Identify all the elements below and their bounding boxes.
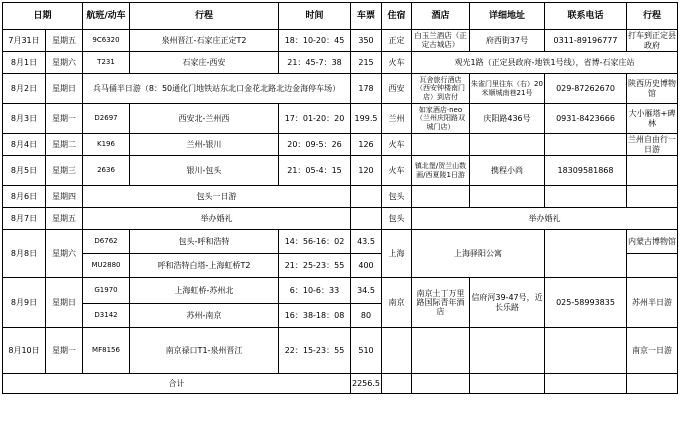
- cell-stay: 包头: [382, 186, 412, 208]
- cell-stay: 兰州: [382, 104, 412, 134]
- cell-fare: 215: [351, 52, 382, 74]
- cell-empty: [545, 328, 627, 374]
- cell-empty: [412, 186, 470, 208]
- cell-fare: 510: [351, 328, 382, 374]
- cell-stay: 西安: [382, 74, 412, 104]
- cell-weekday: 星期日: [46, 74, 83, 104]
- cell-stay: 火车: [382, 52, 412, 74]
- cell-time: 14：56-16：02: [279, 230, 351, 254]
- cell-train: D6762: [83, 230, 130, 254]
- cell-hotel: 如家酒店·neo（兰州庆阳路双城门店）: [412, 104, 470, 134]
- cell-route: 南京禄口T1-泉州晋江: [130, 328, 279, 374]
- cell-time: 18：10-20：45: [279, 30, 351, 52]
- cell-time: 21：25-23：55: [279, 254, 351, 278]
- cell-fare: 120: [351, 156, 382, 186]
- total-value: 2256.5: [351, 374, 382, 394]
- cell-address: 信府河39-47号，近长乐路: [470, 278, 545, 328]
- cell-date: 8月5日: [2, 156, 46, 186]
- cell-time: 21：05-4：15: [279, 156, 351, 186]
- cell-empty: [470, 328, 545, 374]
- cell-empty: [470, 134, 545, 156]
- cell-address: 朱雀门里往东（右）20米顺城南巷21号: [470, 74, 545, 104]
- header-time: 时间: [279, 2, 351, 30]
- cell-weekday: 星期日: [46, 278, 83, 328]
- cell-note: 举办婚礼: [412, 208, 678, 230]
- cell-date: 7月31日: [2, 30, 46, 52]
- cell-time: 17：01-20：20: [279, 104, 351, 134]
- cell-empty: [351, 186, 382, 208]
- cell-date: 8月3日: [2, 104, 46, 134]
- cell-train: MF8156: [83, 328, 130, 374]
- cell-time: 6：10-6：33: [279, 278, 351, 304]
- cell-weekday: 星期六: [46, 52, 83, 74]
- cell-fare: 126: [351, 134, 382, 156]
- header-hotel: 酒店: [412, 2, 470, 30]
- cell-plan: 陕西历史博物馆: [627, 74, 678, 104]
- cell-route: 举办婚礼: [83, 208, 351, 230]
- cell-phone: 0931-8423666: [545, 104, 627, 134]
- cell-fare: 34.5: [351, 278, 382, 304]
- cell-fare: 400: [351, 254, 382, 278]
- cell-plan: 南京一日游: [627, 328, 678, 374]
- cell-address: 携程小尚: [470, 156, 545, 186]
- cell-route: 兰州-银川: [130, 134, 279, 156]
- cell-train: K196: [83, 134, 130, 156]
- cell-train: T231: [83, 52, 130, 74]
- cell-address: 府西街37号: [470, 30, 545, 52]
- cell-time: 16：38-18：08: [279, 304, 351, 328]
- cell-route: 包头-呼和浩特: [130, 230, 279, 254]
- cell-fare: 43.5: [351, 230, 382, 254]
- itinerary-table: [2, 2, 678, 427]
- cell-train: MU2880: [83, 254, 130, 278]
- cell-hotel: 瓦舍旅行酒店（西安钟楼南门店）到店付: [412, 74, 470, 104]
- cell-date: 8月6日: [2, 186, 46, 208]
- cell-fare: 199.5: [351, 104, 382, 134]
- cell-empty: [545, 374, 627, 394]
- cell-note: 观光1路（正定县政府-地铁1号线），省博-石家庄站: [412, 52, 678, 74]
- cell-empty: [382, 328, 412, 374]
- cell-weekday: 星期五: [46, 30, 83, 52]
- cell-time: 20：09-5：26: [279, 134, 351, 156]
- cell-route: 石家庄-西安: [130, 52, 279, 74]
- cell-train: G1970: [83, 278, 130, 304]
- header-plan: 行程: [627, 2, 678, 30]
- cell-train: D2697: [83, 104, 130, 134]
- cell-time: 21：45-7：38: [279, 52, 351, 74]
- cell-weekday: 星期二: [46, 134, 83, 156]
- cell-empty: [627, 186, 678, 208]
- header-fare: 车票: [351, 2, 382, 30]
- cell-plan: 苏州半日游: [627, 278, 678, 328]
- cell-empty: [627, 254, 678, 278]
- header-route: 行程: [130, 2, 279, 30]
- cell-hotel: 南京土丁万里路国际青年酒店: [412, 278, 470, 328]
- header-date: 日期: [2, 2, 83, 30]
- header-train: 航班/动车: [83, 2, 130, 30]
- cell-empty: [627, 374, 678, 394]
- header-stay: 住宿: [382, 2, 412, 30]
- cell-route: 呼和浩特白塔-上海虹桥T2: [130, 254, 279, 278]
- cell-address: 庆阳路436号: [470, 104, 545, 134]
- cell-stay: 包头: [382, 208, 412, 230]
- cell-route: 泉州晋江-石家庄正定T2: [130, 30, 279, 52]
- cell-plan: 内蒙古博物馆: [627, 230, 678, 254]
- cell-empty: [545, 230, 627, 278]
- cell-date: 8月1日: [2, 52, 46, 74]
- cell-route: 苏州-南京: [130, 304, 279, 328]
- cell-train: 9C6320: [83, 30, 130, 52]
- cell-empty: [412, 328, 470, 374]
- cell-empty: [545, 134, 627, 156]
- cell-route: 西安北-兰州西: [130, 104, 279, 134]
- cell-empty: [470, 374, 545, 394]
- cell-route: 包头一日游: [83, 186, 351, 208]
- cell-empty: [545, 186, 627, 208]
- cell-empty: [627, 156, 678, 186]
- cell-date: 8月2日: [2, 74, 46, 104]
- cell-date: 8月8日: [2, 230, 46, 278]
- cell-route: 上海虹桥-苏州北: [130, 278, 279, 304]
- cell-plan: 大小雁塔+碑林: [627, 104, 678, 134]
- cell-weekday: 星期三: [46, 156, 83, 186]
- cell-weekday: 星期一: [46, 328, 83, 374]
- cell-empty: [412, 134, 470, 156]
- cell-date: 8月4日: [2, 134, 46, 156]
- cell-date: 8月10日: [2, 328, 46, 374]
- cell-phone: 029-87262670: [545, 74, 627, 104]
- cell-weekday: 星期五: [46, 208, 83, 230]
- cell-stay: 正定: [382, 30, 412, 52]
- cell-route: 银川-包头: [130, 156, 279, 186]
- cell-empty: [351, 208, 382, 230]
- cell-stay: 上海: [382, 230, 412, 278]
- cell-fare: 350: [351, 30, 382, 52]
- cell-fare: 178: [351, 74, 382, 104]
- cell-time: 22：15-23：55: [279, 328, 351, 374]
- cell-stay: 火车: [382, 156, 412, 186]
- cell-empty: [412, 374, 470, 394]
- cell-route: 兵马俑半日游（8：50通化门地铁站东北口金花北路北边金海停车场）: [83, 74, 351, 104]
- cell-weekday: 星期四: [46, 186, 83, 208]
- cell-empty: [470, 186, 545, 208]
- header-phone: 联系电话: [545, 2, 627, 30]
- cell-plan: 兰州自由行一日游: [627, 134, 678, 156]
- cell-plan: 打车到正定县政府: [627, 30, 678, 52]
- cell-empty: [382, 374, 412, 394]
- cell-date: 8月7日: [2, 208, 46, 230]
- cell-phone: 18309581868: [545, 156, 627, 186]
- cell-hotel: 白玉兰酒店（正定古城店）: [412, 30, 470, 52]
- cell-weekday: 星期六: [46, 230, 83, 278]
- cell-fare: 80: [351, 304, 382, 328]
- cell-hotel: 镇北堡/贺兰山数画/西夏陵1日游: [412, 156, 470, 186]
- cell-stay: 南京: [382, 278, 412, 328]
- total-label: 合计: [2, 374, 351, 394]
- header-address: 详细地址: [470, 2, 545, 30]
- cell-weekday: 星期一: [46, 104, 83, 134]
- cell-train: D3142: [83, 304, 130, 328]
- cell-phone: 0311-89196777: [545, 30, 627, 52]
- cell-date: 8月9日: [2, 278, 46, 328]
- cell-train: 2636: [83, 156, 130, 186]
- cell-phone: 025-58993835: [545, 278, 627, 328]
- cell-hotel: 上海驿阳公寓: [412, 230, 545, 278]
- cell-stay: 火车: [382, 134, 412, 156]
